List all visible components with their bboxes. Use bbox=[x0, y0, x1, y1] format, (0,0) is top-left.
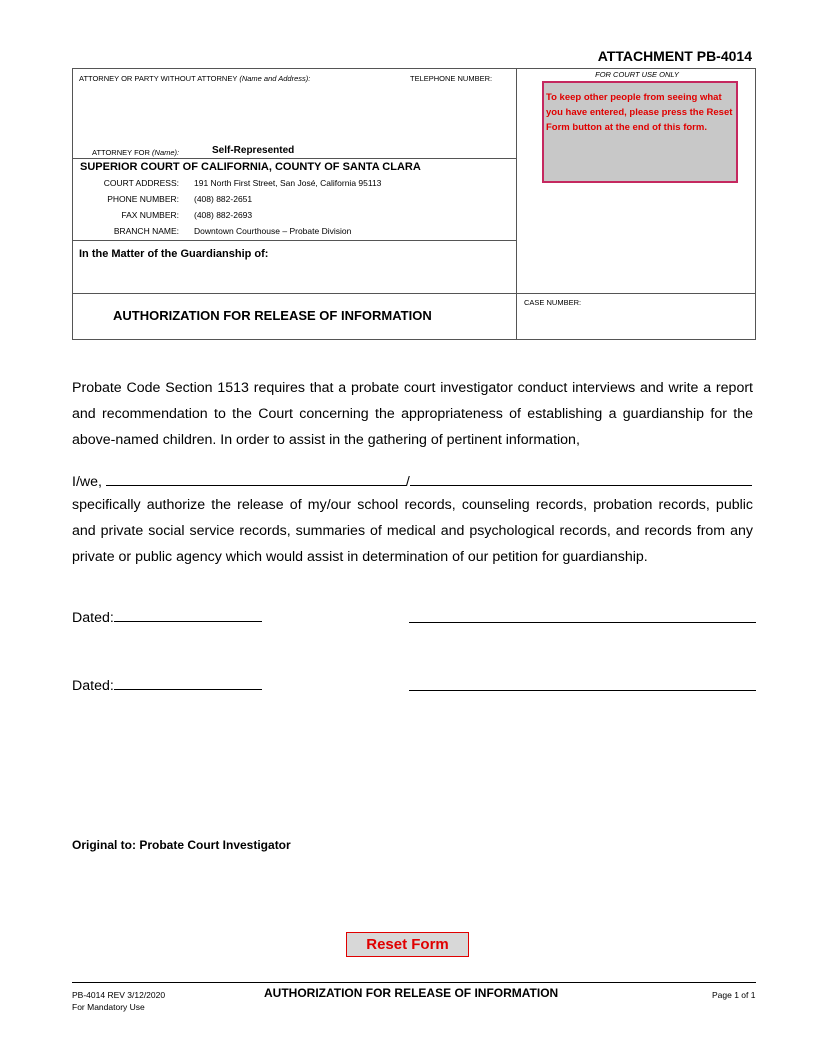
footer-divider bbox=[72, 982, 756, 983]
attorney-for-value[interactable]: Self-Represented bbox=[212, 145, 295, 156]
court-use-label: FOR COURT USE ONLY bbox=[595, 70, 679, 79]
court-address-value: 191 North First Street, San José, California 95113 bbox=[194, 178, 382, 188]
dated-row-1 bbox=[72, 606, 262, 626]
footer-page: Page 1 of 1 bbox=[712, 990, 756, 1000]
date-field-2[interactable] bbox=[114, 674, 262, 690]
privacy-notice: To keep other people from seeing what you have entered, please press the Reset Form button at the end of this form. bbox=[542, 81, 738, 183]
attorney-label: ATTORNEY OR PARTY WITHOUT ATTORNEY (Name and Address): bbox=[79, 74, 311, 83]
court-name: SUPERIOR COURT OF CALIFORNIA, COUNTY OF SANTA CLARA bbox=[80, 161, 421, 173]
fax-number-label: FAX NUMBER: bbox=[121, 210, 179, 220]
date-field-1[interactable] bbox=[114, 606, 262, 622]
branch-name-label: BRANCH NAME: bbox=[113, 226, 179, 236]
divider-line bbox=[73, 240, 516, 241]
matter-label: In the Matter of the Guardianship of: bbox=[79, 248, 269, 260]
original-to-note: Original to: Probate Court Investigator bbox=[72, 838, 291, 852]
court-address-label: COURT ADDRESS: bbox=[103, 178, 179, 188]
name-field-2[interactable] bbox=[410, 470, 752, 486]
fax-number-value: (408) 882-2693 bbox=[194, 210, 253, 220]
name-separator: / bbox=[405, 474, 410, 490]
intro-paragraph: Probate Code Section 1513 requires that a probate court investigator conduct interviews and write a report and recommendation to the Court concerning the appropriateness of establishing a guardianship for the above-named children. In order to assist in the gathering of pertinent information, bbox=[72, 380, 753, 448]
reset-form-button[interactable]: Reset Form bbox=[346, 932, 469, 957]
caption-divider bbox=[516, 69, 517, 340]
divider-line bbox=[73, 158, 516, 159]
iwe-label: I/we, bbox=[72, 474, 102, 490]
form-title: AUTHORIZATION FOR RELEASE OF INFORMATION bbox=[113, 308, 432, 323]
phone-number-label: PHONE NUMBER: bbox=[107, 194, 179, 204]
case-number-label: CASE NUMBER: bbox=[524, 298, 582, 307]
footer-form-id: PB-4014 REV 3/12/2020 bbox=[72, 990, 166, 1000]
dated-label: Dated: bbox=[72, 678, 114, 694]
divider-line bbox=[73, 293, 756, 294]
signature-line-1[interactable] bbox=[409, 607, 756, 623]
phone-number-value: (408) 882-2651 bbox=[194, 194, 253, 204]
authorization-paragraph: specifically authorize the release of my/our school records, counseling records, probation records, public and private social service records, summaries of medical and psychological records, and records from any private or public agency which would assist in determination of our petition for guardianship. bbox=[72, 497, 753, 565]
footer-mandatory: For Mandatory Use bbox=[72, 1002, 145, 1012]
dated-label: Dated: bbox=[72, 610, 114, 626]
branch-name-value: Downtown Courthouse – Probate Division bbox=[194, 226, 352, 236]
iwe-line bbox=[72, 470, 752, 490]
footer-title: AUTHORIZATION FOR RELEASE OF INFORMATION bbox=[264, 986, 559, 1000]
attachment-title: ATTACHMENT PB-4014 bbox=[597, 48, 752, 64]
telephone-label: TELEPHONE NUMBER: bbox=[410, 74, 493, 83]
attorney-for-label: ATTORNEY FOR (Name): bbox=[92, 148, 180, 157]
name-field-1[interactable] bbox=[106, 470, 406, 486]
dated-row-2 bbox=[72, 674, 262, 694]
signature-line-2[interactable] bbox=[409, 675, 756, 691]
